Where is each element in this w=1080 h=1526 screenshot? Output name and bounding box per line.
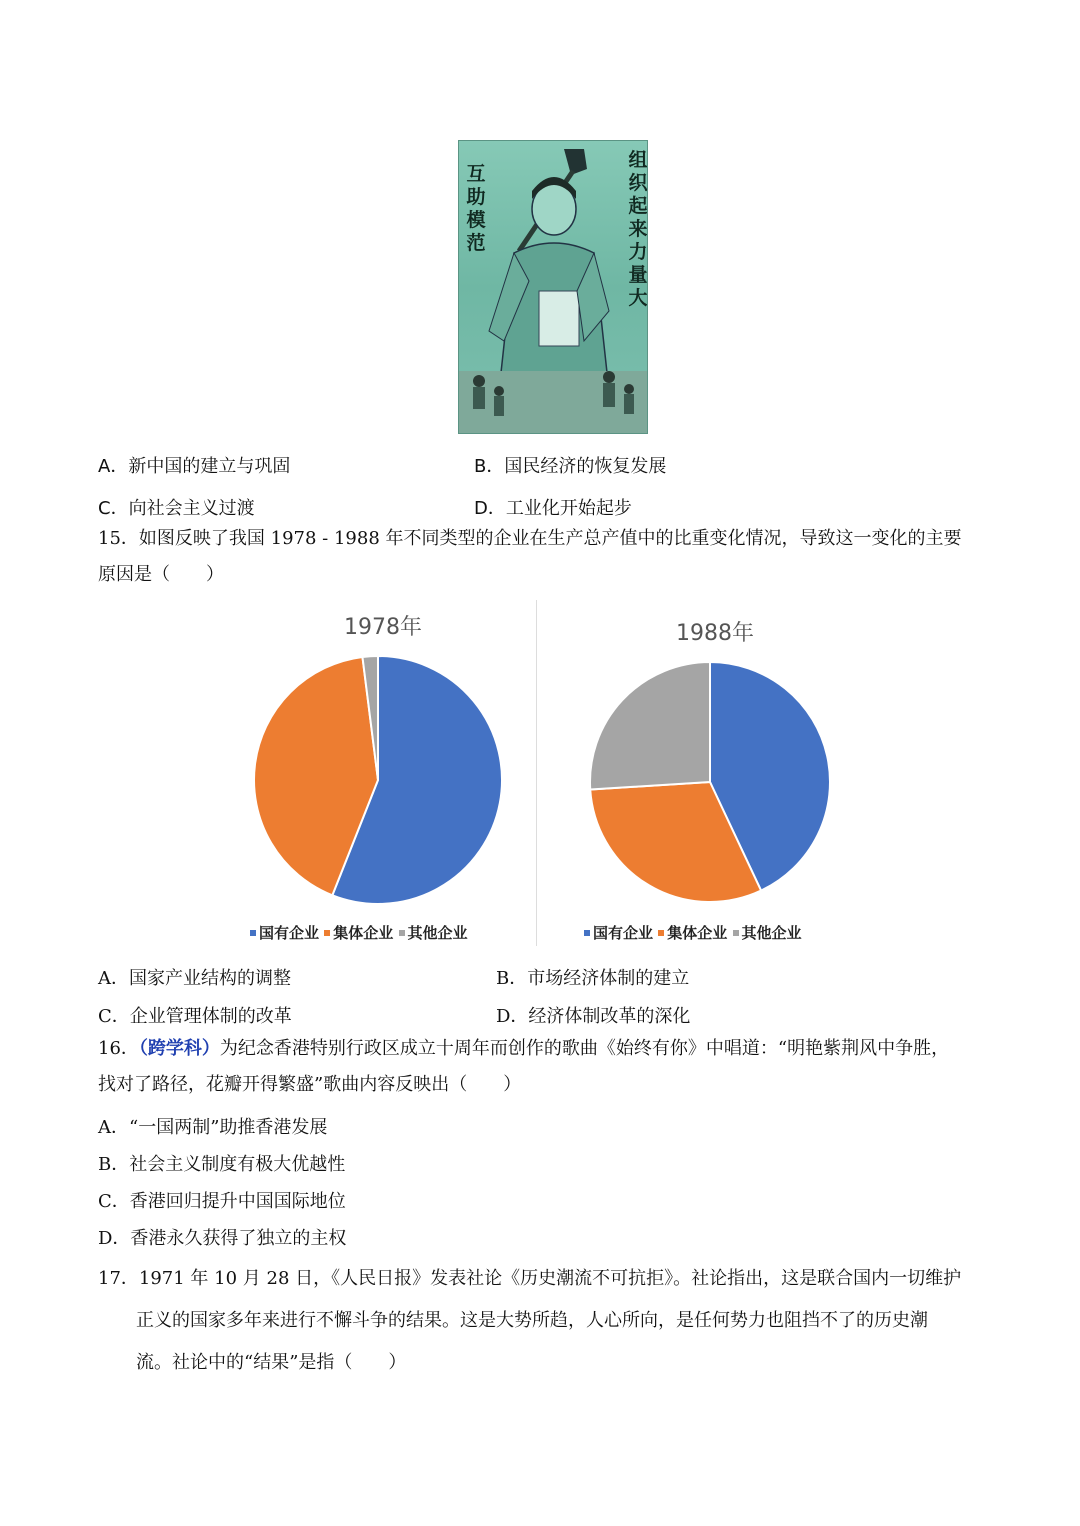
chart-title-1988: 1988年	[676, 621, 754, 646]
q17-stem-line1: 17．1971 年 10 月 28 日，《人民日报》发表社论《历史潮流不可抗拒》。社论指出，这是联合国内一切维护	[98, 1268, 962, 1289]
q17-stem-line3: 流。社论中的“结果”是指（ ）	[136, 1352, 407, 1373]
legend-swatch-state	[250, 930, 256, 936]
q16-stem-line2: 找对了路径，花瓣开得繁盛”歌曲内容反映出（ ）	[98, 1074, 522, 1095]
legend-label-collective: 集体企业	[333, 924, 394, 942]
q14-option-d: D．工业化开始起步	[474, 498, 632, 519]
legend-1988	[584, 922, 802, 943]
pie-svg-1978	[246, 640, 536, 920]
q16-option-c: C．香港回归提升中国国际地位	[98, 1191, 346, 1212]
legend-label-collective: 集体企业	[667, 924, 728, 942]
legend-swatch-other	[399, 930, 405, 936]
pie-chart-1978	[246, 600, 537, 946]
legend-label-other: 其他企业	[407, 924, 468, 942]
q15-stem-line1: 15．如图反映了我国 1978 - 1988 年不同类型的企业在生产总产值中的比重变化情况，导致这一变化的主要	[98, 528, 962, 549]
poster-image	[458, 140, 648, 434]
legend-swatch-state	[584, 930, 590, 936]
q15-option-c: C．企业管理体制的改革	[98, 1006, 292, 1027]
q16-option-d: D．香港永久获得了独立的主权	[98, 1228, 347, 1249]
poster-right-caption: 组织起来力量大	[628, 149, 648, 309]
legend-swatch-other	[733, 930, 739, 936]
legend-swatch-collective	[658, 930, 664, 936]
pie-chart-1988	[566, 600, 836, 946]
q15-option-b: B．市场经济体制的建立	[496, 968, 690, 989]
q16-stem-text: 为纪念香港特别行政区成立十周年而创作的歌曲《始终有你》中唱道：“明艳紫荆风中争胜，	[219, 1038, 950, 1059]
pie-svg-1988	[566, 640, 836, 920]
q16-stem-line1	[98, 1040, 949, 1058]
q14-option-b: B．国民经济的恢复发展	[474, 456, 667, 477]
q15-stem-line2: 原因是（ ）	[98, 564, 224, 585]
q16-option-a: A．“一国两制”助推香港发展	[98, 1117, 328, 1138]
q14-option-c: C．向社会主义过渡	[98, 498, 255, 519]
q16-number: 16．	[98, 1038, 139, 1059]
legend-label-state: 国有企业	[259, 924, 320, 942]
legend-label-other: 其他企业	[741, 924, 802, 942]
legend-swatch-collective	[324, 930, 330, 936]
q15-option-d: D．经济体制改革的深化	[496, 1006, 691, 1027]
chart-title-1978: 1978年	[344, 615, 422, 640]
q14-option-a: A．新中国的建立与巩固	[98, 456, 291, 477]
q16-option-b: B．社会主义制度有极大优越性	[98, 1154, 346, 1175]
legend-1978	[250, 922, 468, 943]
legend-label-state: 国有企业	[593, 924, 654, 942]
pie-slice-other	[590, 662, 710, 790]
q15-option-a: A．国家产业结构的调整	[98, 968, 291, 989]
poster-left-caption: 互助模范	[466, 163, 486, 254]
q16-cross-subject-tag: （跨学科）	[138, 1038, 220, 1059]
q17-stem-line2: 正义的国家多年来进行不懈斗争的结果。这是大势所趋，人心所向，是任何势力也阻挡不了的历史潮	[136, 1310, 928, 1331]
